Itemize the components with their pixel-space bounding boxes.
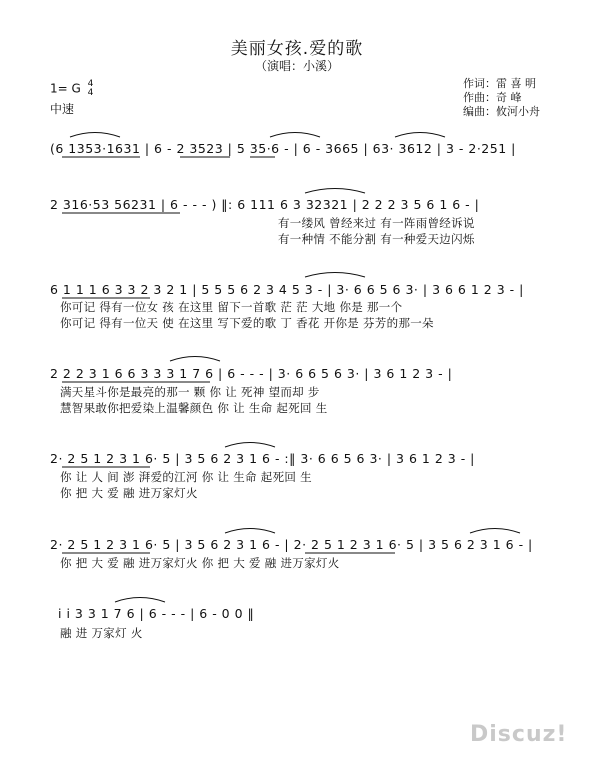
slur-mark — [305, 189, 365, 194]
key-signature — [50, 80, 93, 98]
slur-mark — [170, 357, 220, 362]
slur-mark — [115, 598, 165, 603]
lyric-line-2b: 有一种情 不能分割 有一种爱天边闪烁 — [278, 232, 475, 246]
score-line-1: (6 1353·1631 | 6 - 2 3523 | 5 35·6 - | 6 - 3665 | 63· 3612 | 3 - 2·251 | — [50, 141, 516, 156]
lyric-line-7: 融 进 万家灯 火 — [60, 626, 143, 640]
lyric-line-4b: 慧智果敢你把爱染上温馨颜色 你 让 生命 起死回 生 — [60, 401, 328, 415]
slur-mark — [225, 443, 275, 448]
slur-mark — [395, 133, 445, 138]
time-signature — [88, 80, 94, 98]
score-line-6: 2· 2 5 1 2 3 1 6· 5 | 3 5 6 2 3 1 6 - | 2· 2 5 1 2 3 1 6· 5 | 3 5 6 2 3 1 6 - | — [50, 537, 533, 552]
slur-mark — [305, 273, 365, 278]
tempo-marking: 中速 — [50, 102, 75, 116]
singer-subtitle: （演唱：小溪） — [254, 59, 339, 73]
score-line-4: 2 2 2 3 1 6 6 3 3 3 1 7 6 | 6 - - - | 3· 6 6 5 6 3· | 3 6 1 2 3 - | — [50, 366, 453, 381]
lyric-line-5b: 你 把 大 爱 融 进万家灯火 — [60, 486, 198, 500]
slur-mark — [270, 133, 320, 138]
time-top: 4 — [87, 79, 94, 89]
score-line-3: 6 1 1 1 6 3 3 2 3 2 1 | 5 5 5 6 2 3 4 5 3 - | 3· 6 6 5 6 3· | 3 6 6 1 2 3 - | — [50, 282, 524, 297]
watermark-logo: Discuz! — [470, 722, 568, 747]
lyric-line-3a: 你可记 得有一位女 孩 在这里 留下一首歌 茫 茫 大地 你是 那一个 — [60, 300, 403, 314]
song-title: 美丽女孩.爱的歌 — [230, 39, 364, 59]
lyric-line-5a: 你 让 人 间 澎 湃爱的江河 你 让 生命 起死回 生 — [60, 470, 312, 484]
key-label: 1= G — [50, 81, 81, 96]
time-bottom: 4 — [87, 88, 94, 98]
composer-credit: 作曲：奇 峰 — [463, 91, 522, 104]
slur-mark — [225, 529, 275, 534]
score-line-7: i i 3 3 1 7 6 | 6 - - - | 6 - 0 0 ‖ — [58, 606, 255, 621]
score-line-5: 2· 2 5 1 2 3 1 6· 5 | 3 5 6 2 3 1 6 - :‖ 3· 6 6 5 6 3· | 3 6 1 2 3 - | — [50, 451, 475, 466]
lyric-line-4a: 满天星斗你是最亮的那一 颗 你 让 死神 望而却 步 — [60, 385, 320, 399]
arranger-credit: 编曲：攸河小舟 — [463, 105, 540, 118]
score-line-2: 2 316·53 56231 | 6 - - - ) ‖: 6 111 6 3 32321 | 2 2 2 3 5 6 1 6 - | — [50, 197, 480, 212]
slur-mark — [470, 529, 520, 534]
lyricist-credit: 作词：雷 喜 明 — [463, 77, 536, 90]
slur-mark — [70, 133, 120, 138]
lyric-line-6: 你 把 大 爱 融 进万家灯火 你 把 大 爱 融 进万家灯火 — [60, 556, 340, 570]
lyric-line-3b: 你可记 得有一位天 使 在这里 写下爱的歌 丁 香花 开你是 芬芳的那一朵 — [60, 316, 434, 330]
lyric-line-2a: 有一缕风 曾经来过 有一阵雨曾经诉说 — [278, 216, 475, 230]
